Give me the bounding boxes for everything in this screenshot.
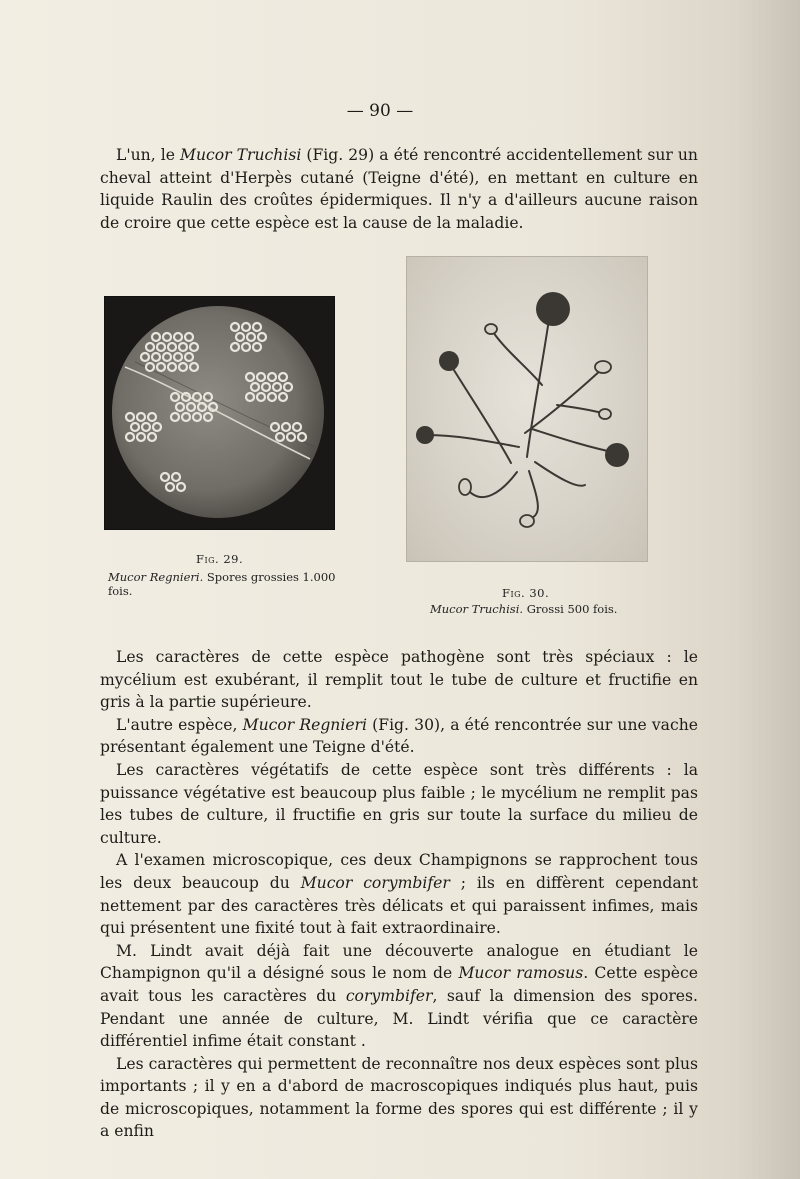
bottom-text-run: . Cette espèce avait tous les caractères du xyxy=(100,964,698,1005)
bottom-text-run: M. Lindt avait déjà fait une découverte analogue en étudiant le Champignon qu'il a désigné sous le nom de xyxy=(100,941,698,983)
figure-29-number: Fig. 29. xyxy=(196,552,244,566)
figure-30-number: Fig. 30. xyxy=(502,586,550,600)
text-block-bottom xyxy=(100,646,698,1143)
bottom-text-run: L'autre espèce, xyxy=(116,715,243,734)
figure-29-caption xyxy=(108,570,348,598)
text-block-top xyxy=(100,144,698,234)
figure-30-species: Mucor Truchisi. xyxy=(430,602,524,616)
bottom-paragraph xyxy=(100,714,698,759)
bottom-paragraph xyxy=(100,646,698,714)
bottom-paragraph xyxy=(100,940,698,1053)
bottom-text-run: ; ils en diffèrent cependant nettement par des caractères très délicats et qui paraissent infimes, mais qui présentent une fixité tout à fait extraordinaire. xyxy=(100,873,698,938)
figure-30-image xyxy=(406,256,648,562)
bottom-text-run: A l'examen microscopique, ces deux Champignons se rapprochent tous les deux beaucoup du xyxy=(100,851,698,892)
spores-micrograph xyxy=(105,297,334,529)
bottom-text-run: Mucor ramosus xyxy=(458,964,584,983)
figure-30-caption xyxy=(430,602,650,616)
bottom-text-run: Les caractères végétatifs de cette espèce sont très différents : la puissance végétative est beaucoup plus faible ; le mycélium ne remplit pas les tubes de culture, il fructifie en gris sur toute la surface du milieu de culture. xyxy=(100,760,698,847)
mycelium-drawing xyxy=(407,257,647,561)
figure-30-description: Grossi 500 fois. xyxy=(523,602,618,616)
bottom-text-run: (Fig. 30), a été rencontrée sur une vache présentant également une Teigne d'été. xyxy=(100,715,698,757)
bottom-text-run: Les caractères qui permettent de reconnaître nos deux espèces sont plus importants ; il y en a d'abord de macroscopiques indiqués plus haut, puis de microscopiques, notamment la forme des spores qui est différente ; il y a enfin xyxy=(100,1054,698,1141)
top-text-run: Mucor Truchisi xyxy=(180,146,302,164)
top-text-run: L'un, le xyxy=(116,146,181,164)
bottom-text-run: , sauf la dimension des spores. Pendant une année de culture, M. Lindt vérifia que ce caractère différentiel infime était constant . xyxy=(100,986,698,1051)
bottom-text-run: Les caractères de cette espèce pathogène sont très spéciaux : le mycélium est exubérant, il remplit tout le tube de culture et fructifie en gris à la partie supérieure. xyxy=(100,648,698,712)
bottom-text-run: Mucor corymbifer xyxy=(300,873,450,892)
page-number: — 90 — xyxy=(346,101,414,121)
bottom-text-run: corymbifer xyxy=(345,986,433,1005)
figure-29-description: Spores grossies 1.000 fois. xyxy=(108,570,336,598)
bottom-paragraph xyxy=(100,849,698,939)
figure-29-species: Mucor Regnieri. xyxy=(108,570,204,584)
figure-29-image xyxy=(104,296,335,530)
bottom-text-run: Mucor Regnieri xyxy=(242,715,368,734)
top-text-run: (Fig. 29) a été rencontré accidentellement sur un cheval atteint d'Herpès cutané (Teigne d'été), en mettant en culture en liquide Raulin des croûtes épidermiques. Il n'y a d'ailleurs aucune raison de croire que cette espèce est la cause de la maladie. xyxy=(100,146,698,232)
bottom-paragraph xyxy=(100,1053,698,1143)
bottom-paragraph xyxy=(100,759,698,849)
top-paragraph xyxy=(100,144,698,234)
